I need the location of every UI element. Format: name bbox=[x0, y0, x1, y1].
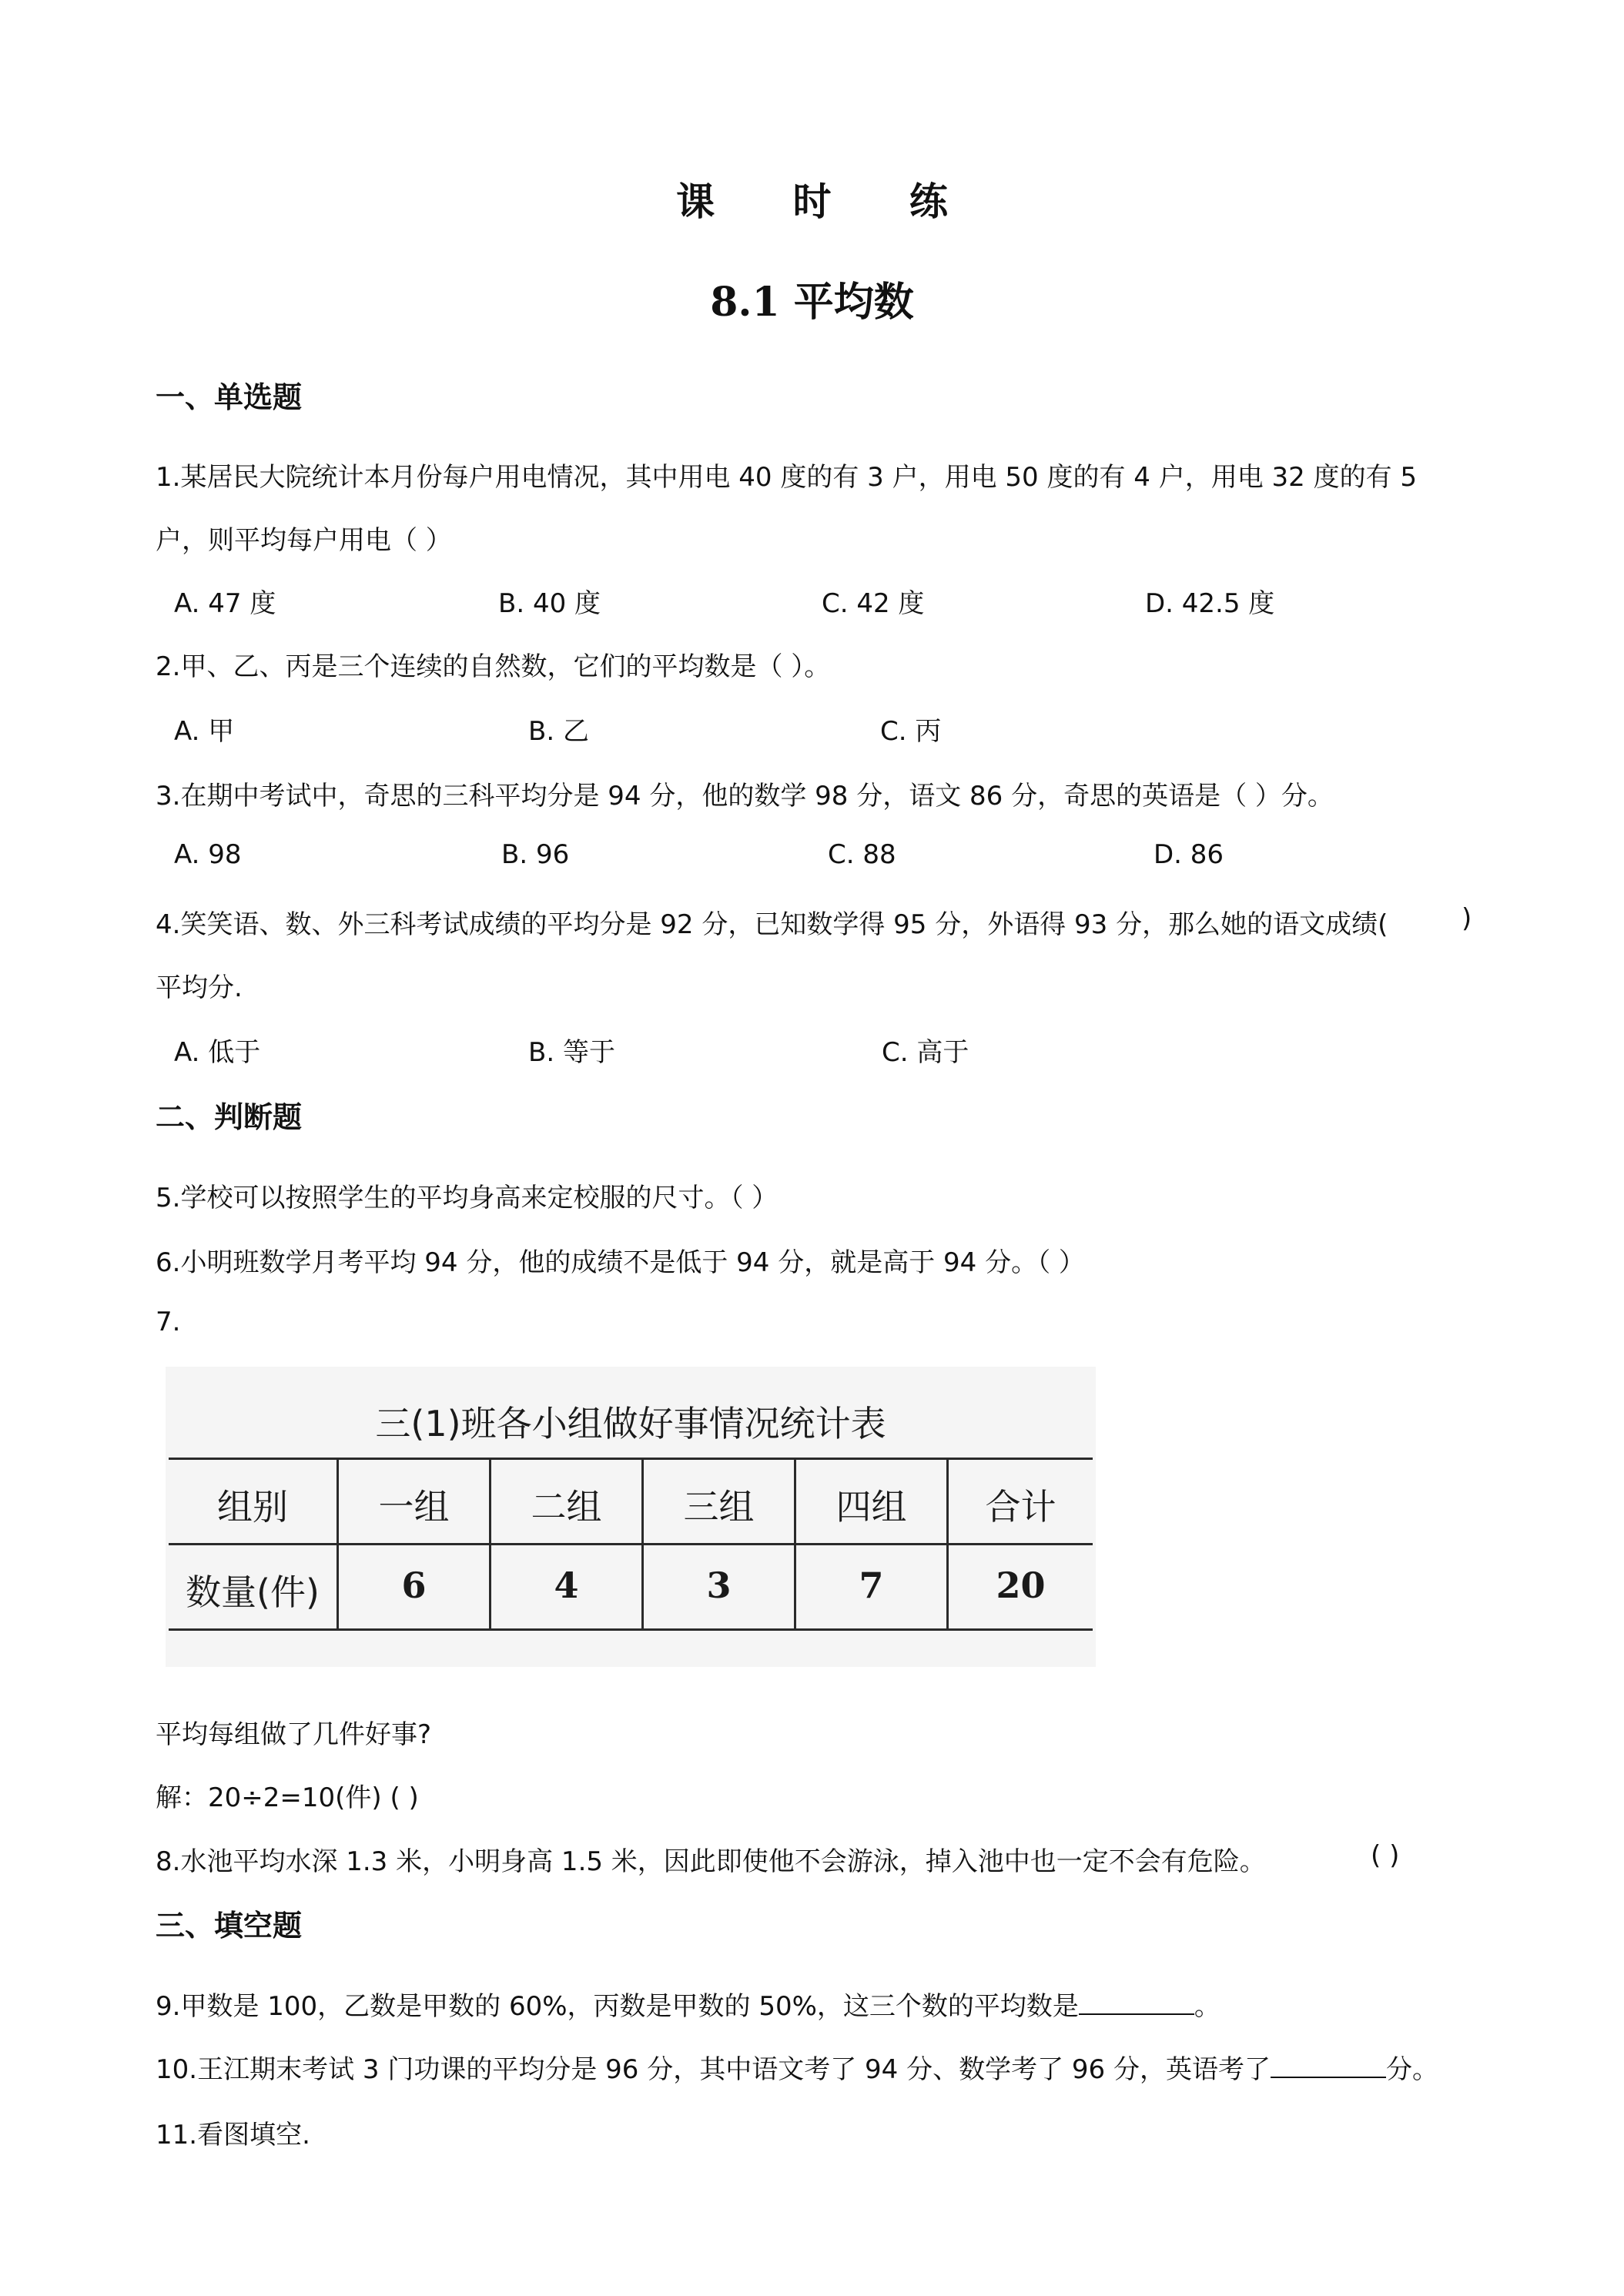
table-total-cell: 20 bbox=[996, 1565, 1046, 1606]
question-3-option-d: D. 86 bbox=[1154, 839, 1224, 870]
question-8-text: 8.水池平均水深 1.3 米，小明身高 1.5 米，因此即使他不会游泳，掉入池中也一定不会有危险。 bbox=[156, 1846, 1266, 1877]
table-header-cell: 合计 bbox=[985, 1486, 1056, 1528]
table-header-cell: 四组 bbox=[835, 1486, 907, 1528]
question-1-option-b: B. 40 度 bbox=[498, 588, 601, 619]
question-1-option-d: D. 42.5 度 bbox=[1145, 588, 1275, 619]
question-7-solution: 解：20÷2=10(件) ( ) bbox=[156, 1782, 419, 1813]
question-4-option-c: C. 高于 bbox=[882, 1037, 969, 1068]
question-4-option-a: A. 低于 bbox=[174, 1037, 261, 1068]
table-value-cell: 6 bbox=[401, 1565, 427, 1606]
question-9-end: 。 bbox=[1194, 1991, 1221, 2022]
question-10-answer-blank[interactable] bbox=[1271, 2053, 1386, 2078]
question-9-line bbox=[156, 1985, 1221, 2023]
page-subtitle: 8.1 平均数 bbox=[710, 279, 914, 326]
page-title: 课 时 练 bbox=[676, 179, 980, 224]
question-10-line bbox=[156, 2048, 1438, 2086]
question-2-option-a: A. 甲 bbox=[174, 716, 235, 747]
table-mid-rule bbox=[169, 1543, 1093, 1545]
question-3-option-c: C. 88 bbox=[828, 839, 896, 870]
question-11-text: 11.看图填空. bbox=[156, 2120, 310, 2150]
question-8-answer-paren: ( ) bbox=[1371, 1840, 1400, 1871]
question-3-option-a: A. 98 bbox=[174, 839, 242, 870]
question-1-option-a: A. 47 度 bbox=[174, 588, 276, 619]
question-4-line-2: 平均分. bbox=[156, 972, 243, 1003]
table-top-rule bbox=[169, 1458, 1093, 1460]
question-2-option-b: B. 乙 bbox=[528, 716, 589, 747]
question-1-line-2: 户，则平均每户用电（ ） bbox=[156, 525, 452, 556]
question-3-option-b: B. 96 bbox=[501, 839, 570, 870]
table-header-cell: 三组 bbox=[683, 1486, 755, 1528]
table-value-cell: 3 bbox=[706, 1565, 732, 1606]
question-1-option-c: C. 42 度 bbox=[822, 588, 925, 619]
table-header-cell: 二组 bbox=[531, 1486, 602, 1528]
question-4-option-b: B. 等于 bbox=[528, 1037, 615, 1068]
question-2-text: 2.甲、乙、丙是三个连续的自然数，它们的平均数是（ ）。 bbox=[156, 651, 831, 682]
question-4-line-1: 4.笑笑语、数、外三科考试成绩的平均分是 92 分，已知数学得 95 分，外语得 93 分，那么她的语文成绩( bbox=[156, 909, 1388, 940]
question-5-text: 5.学校可以按照学生的平均身高来定校服的尺寸。（ ） bbox=[156, 1183, 779, 1213]
question-7-number: 7. bbox=[156, 1307, 181, 1337]
question-4-paren-end: ) bbox=[1462, 903, 1472, 934]
table-bottom-rule bbox=[169, 1628, 1093, 1631]
section-heading-single-choice: 一、单选题 bbox=[156, 380, 303, 414]
table-value-cell: 7 bbox=[859, 1565, 884, 1606]
question-10-text: 10.王江期末考试 3 门功课的平均分是 96 分，其中语文考了 94 分、数学考了 96 分，英语考了 bbox=[156, 2054, 1271, 2085]
section-heading-true-false: 二、判断题 bbox=[156, 1100, 303, 1134]
question-10-end: 分。 bbox=[1385, 2054, 1438, 2085]
question-3-text: 3.在期中考试中，奇思的三科平均分是 94 分，他的数学 98 分，语文 86 分，奇思的英语是（ ）分。 bbox=[156, 781, 1334, 812]
table-title: 三(1)班各小组做好事情况统计表 bbox=[375, 1403, 886, 1444]
table-row-label: 数量(件) bbox=[186, 1571, 320, 1613]
question-1-line-1: 1.某居民大院统计本月份每户用电情况，其中用电 40 度的有 3 户，用电 50 度的有 4 户，用电 32 度的有 5 bbox=[156, 462, 1418, 493]
section-heading-fill-blank: 三、填空题 bbox=[156, 1909, 303, 1943]
table-value-cell: 4 bbox=[554, 1565, 579, 1606]
question-7-prompt: 平均每组做了几件好事? bbox=[156, 1719, 432, 1750]
table-header-cell: 组别 bbox=[217, 1486, 288, 1528]
statistics-table-image bbox=[166, 1367, 1096, 1667]
question-9-answer-blank[interactable] bbox=[1079, 1990, 1194, 2015]
question-9-text: 9.甲数是 100，乙数是甲数的 60%，丙数是甲数的 50%，这三个数的平均数是 bbox=[156, 1991, 1079, 2022]
table-header-cell: 一组 bbox=[378, 1486, 450, 1528]
question-6-text: 6.小明班数学月考平均 94 分，他的成绩不是低于 94 分，就是高于 94 分。（ ） bbox=[156, 1247, 1085, 1278]
question-2-option-c: C. 丙 bbox=[880, 716, 942, 747]
